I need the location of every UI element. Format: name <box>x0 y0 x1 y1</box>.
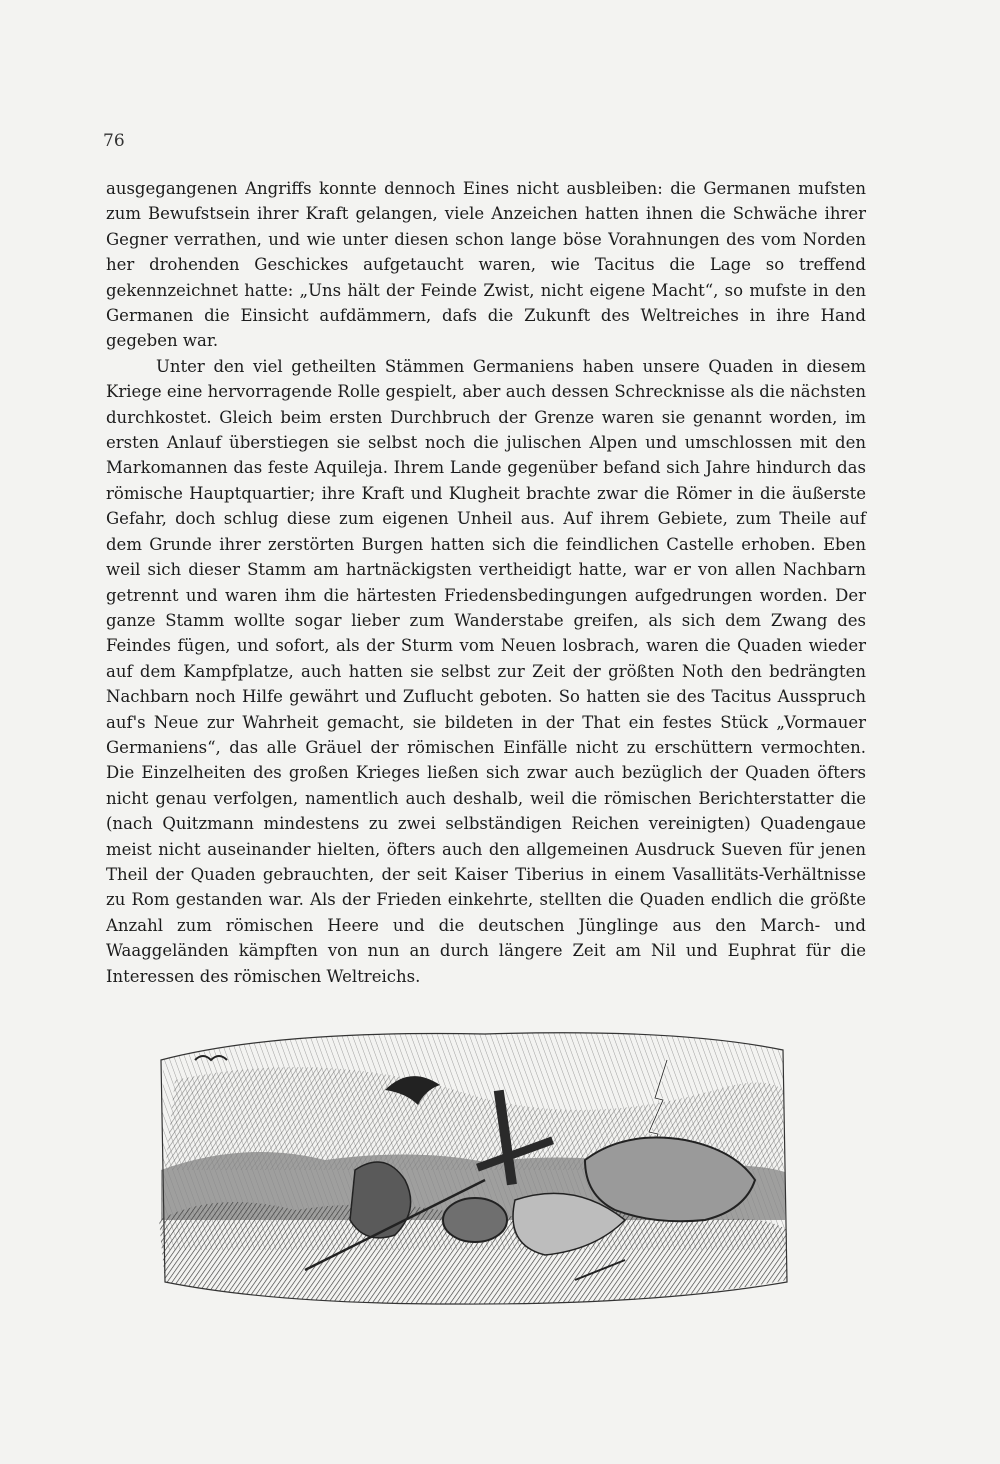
shield <box>443 1198 507 1242</box>
paragraph-2: Unter den viel getheilten Stämmen Germaniens haben unsere Quaden in diesem Kriege eine hervorragende Rolle gespielt, aber auch dessen Schrecknisse als die nächsten durchkostet. Gleich beim ersten Durchbruch der Grenze waren sie genannt worden, im ersten Anlauf überstiegen sie selbst noch die julischen Alpen und umschlossen mit den Markomannen das feste Aquileja. Ihrem Lande gegenüber befand sich Jahre hindurch das römische Hauptquartier; ihre Kraft und Klugheit brachte zwar die Römer in die äußerste Gefahr, doch schlug diese zum eigenen Unheil aus. Auf ihrem Gebiete, zum Theile auf dem Grunde ihrer zerstörten Burgen hatten sich die feindlichen Castelle erhoben. Eben weil sich dieser Stamm am hartnäckigsten vertheidigt hatte, war er von allen Nachbarn getrennt und waren ihm die härtesten Friedensbedingungen aufgedrungen worden. Der ganze Stamm wollte sogar lieber zum Wanderstabe greifen, als sich dem Zwang des Feindes fügen, und sofort, als der Sturm vom Neuen losbrach, waren die Quaden wieder auf dem Kampfplatze, auch hatten sie selbst zur Zeit der größten Noth den bedrängten Nachbarn noch Hilfe gewährt und Zuflucht geboten. So hatten sie des Tacitus Ausspruch auf's Neue zur Wahrheit gemacht, sie bildeten in der That ein festes Stück „Vormauer Germaniens“, das alle Gräuel der römischen Einfälle nicht zu erschüttern vermochten. Die Einzelheiten des großen Krieges ließen sich zwar auch bezüglich der Quaden öfters nicht genau verfolgen, namentlich auch deshalb, weil die römischen Berichterstatter die (nach Quitzmann mindestens zu zwei selbständigen Reichen vereinigten) Quadengaue meist nicht auseinander hielten, öfters auch den allgemeinen Ausdruck Sueven für jenen Theil der Quaden gebrauchten, der seit Kaiser Tiberius in einem Vasallitäts-Verhältnisse zu Rom gestanden war. Als der Frieden einkehrte, stellten die Quaden endlich die größte Anzahl zum römischen Heere und die deutschen Jünglinge aus den March- und Waaggeländen kämpften von nun an durch längere Zeit am Nil und Euphrat für die Interessen des römischen Weltreichs. <box>106 356 866 986</box>
battlefield-engraving <box>155 1020 791 1310</box>
paragraph-1: ausgegangenen Angriffs konnte dennoch Eines nicht ausbleiben: die Germanen mufsten zum Bewufstsein ihrer Kraft gelangen, viele Anzeichen hatten ihnen die Schwäche ihrer Gegner verrathen, und wie unter diesen schon lange böse Vorahnungen des vom Norden her drohenden Geschickes aufgetaucht waren, wie Tacitus die Lage so treffend gekennzeichnet hatte: „Uns hält der Feinde Zwist, nicht eigene Macht“, so mufste in den Germanen die Einsicht aufdämmern, dafs die Zukunft des Weltreiches in ihre Hand gegeben war. <box>106 179 866 351</box>
body-text <box>106 176 866 989</box>
page-number: 76 <box>103 131 125 151</box>
